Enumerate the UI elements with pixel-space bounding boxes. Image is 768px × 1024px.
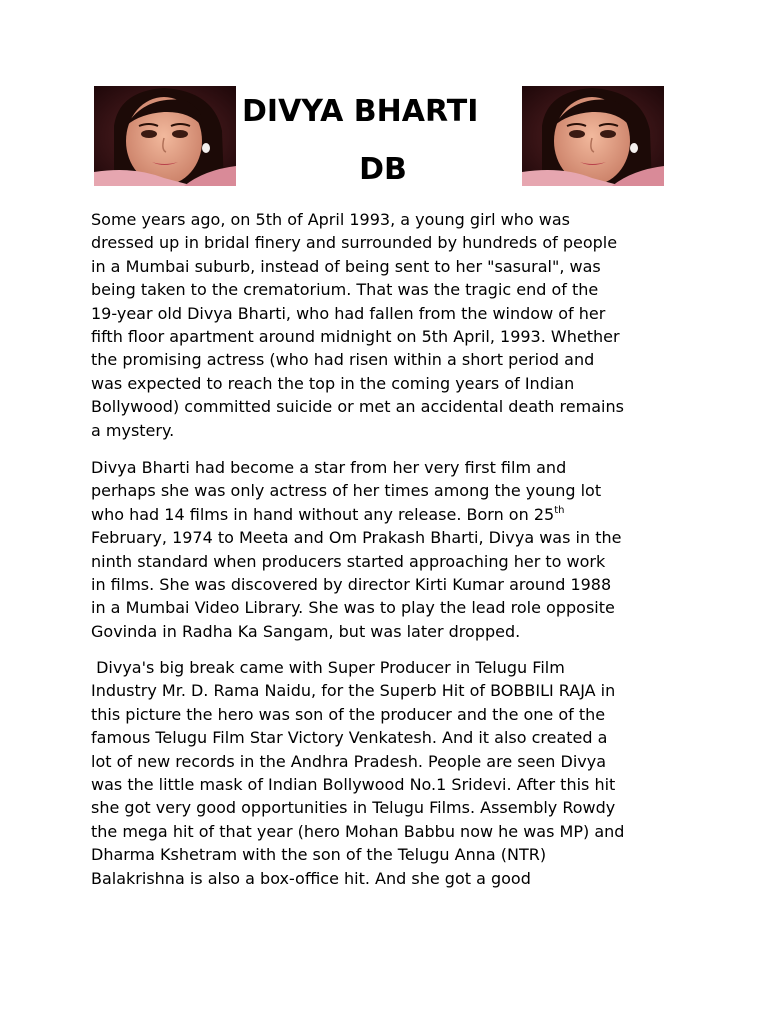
paragraph-line: dressed up in bridal finery and surrounded by hundreds of people	[91, 233, 618, 253]
paragraph-line: ninth standard when producers started approaching her to work	[91, 551, 606, 571]
paragraph-line: fifth floor apartment around midnight on 5th April, 1993. Whether	[91, 326, 620, 346]
paragraph-line: in a Mumbai Video Library. She was to play the lead role opposite	[91, 598, 615, 618]
paragraph-line: Divya Bharti had become a star from her very first film and	[91, 458, 567, 477]
paragraph-3	[91, 656, 691, 890]
paragraph-line: being taken to the crematorium. That was the tragic end of the	[91, 280, 599, 300]
paragraph-line: 19-year old Divya Bharti, who had fallen from the window of her	[91, 303, 606, 323]
document-title: DIVYA BHARTI	[242, 94, 479, 129]
paragraph-line: in a Mumbai suburb, instead of being sent to her "sasural", was	[91, 256, 601, 276]
paragraph-line: Industry Mr. D. Rama Naidu, for the Superb Hit of BOBBILI RAJA in	[91, 681, 616, 701]
portrait-image-left	[94, 86, 236, 186]
paragraph-line: perhaps she was only actress of her times among the young lot	[91, 481, 602, 501]
paragraph-line: Balakrishna is also a box-office hit. And she got a good	[91, 868, 531, 888]
paragraph-line: this picture the hero was son of the producer and the one of the	[91, 704, 606, 724]
paragraph-line: February, 1974 to Meeta and Om Prakash Bharti, Divya was in the	[91, 528, 622, 548]
paragraph-line: she got very good opportunities in Telugu Films. Assembly Rowdy	[91, 798, 616, 818]
paragraph-line: Govinda in Radha Ka Sangam, but was later dropped.	[91, 621, 521, 641]
paragraph-line: Bollywood) committed suicide or met an accidental death remains	[91, 397, 624, 417]
paragraph-line: was the little mask of Indian Bollywood No.1 Sridevi. After this hit	[91, 774, 616, 794]
ordinal-superscript: th	[554, 504, 565, 516]
portrait-image-right	[522, 86, 664, 186]
paragraph-line: lot of new records in the Andhra Pradesh. People are seen Divya	[91, 751, 607, 771]
paragraph-line: Dharma Kshetram with the son of the Telugu Anna (NTR)	[91, 845, 547, 865]
portrait-photo-right	[522, 86, 664, 186]
paragraph-line: in films. She was discovered by director Kirti Kumar around 1988	[91, 574, 612, 594]
paragraph-line-with-superscript	[91, 503, 691, 526]
paragraph-line: Divya's big break came with Super Producer in Telugu Film	[91, 658, 565, 677]
paragraph-line: the mega hit of that year (hero Mohan Babbu now he was MP) and	[91, 821, 625, 841]
paragraph-2	[91, 456, 691, 643]
portrait-photo-left	[94, 86, 236, 186]
paragraph-line: famous Telugu Film Star Victory Venkatesh. And it also created a	[91, 728, 608, 748]
document-subtitle: DB	[359, 152, 407, 187]
paragraph-line: was expected to reach the top in the coming years of Indian	[91, 373, 575, 393]
birth-date-text: who had 14 films in hand without any release. Born on 25	[91, 504, 555, 524]
paragraph-line: the promising actress (who had risen within a short period and	[91, 350, 595, 370]
paragraph-1	[91, 208, 691, 442]
paragraph-line: a mystery.	[91, 420, 175, 440]
paragraph-line: Some years ago, on 5th of April 1993, a young girl who was	[91, 210, 570, 229]
